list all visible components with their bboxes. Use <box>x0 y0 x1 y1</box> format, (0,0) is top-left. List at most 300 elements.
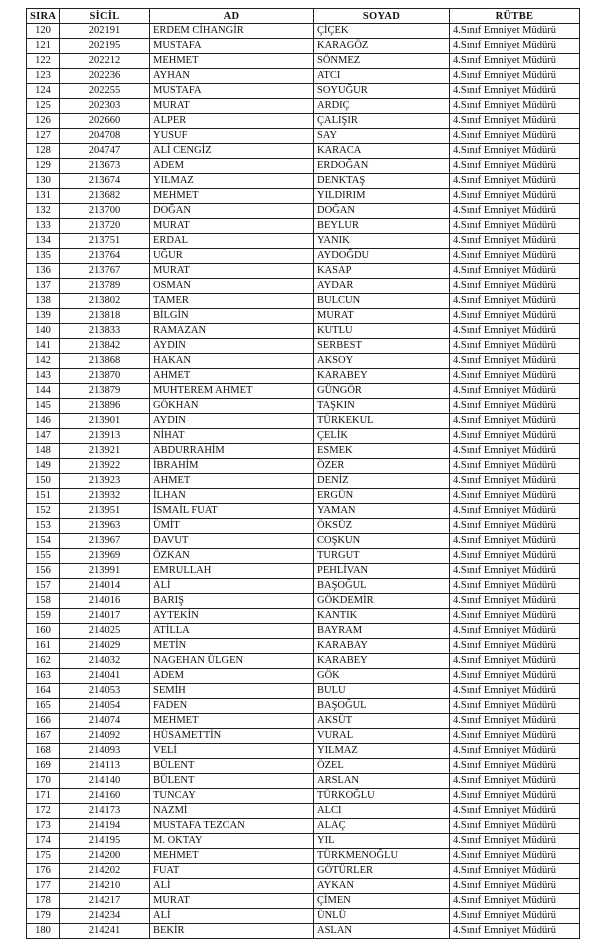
cell-sicil: 213963 <box>60 519 150 534</box>
cell-ad: OSMAN <box>150 279 314 294</box>
cell-ad: ALİ <box>150 579 314 594</box>
cell-rutbe: 4.Sınıf Emniyet Müdürü <box>450 624 580 639</box>
cell-sira: 174 <box>27 834 60 849</box>
cell-sira: 139 <box>27 309 60 324</box>
cell-soyad: AYDOĞDU <box>314 249 450 264</box>
cell-rutbe: 4.Sınıf Emniyet Müdürü <box>450 129 580 144</box>
cell-sicil: 202212 <box>60 54 150 69</box>
cell-soyad: ÖKSÜZ <box>314 519 450 534</box>
table-row <box>27 669 580 684</box>
cell-sicil: 213818 <box>60 309 150 324</box>
cell-rutbe: 4.Sınıf Emniyet Müdürü <box>450 99 580 114</box>
cell-sicil: 213767 <box>60 264 150 279</box>
cell-sira: 124 <box>27 84 60 99</box>
cell-sira: 178 <box>27 894 60 909</box>
cell-sira: 149 <box>27 459 60 474</box>
cell-soyad: KUTLU <box>314 324 450 339</box>
cell-rutbe: 4.Sınıf Emniyet Müdürü <box>450 699 580 714</box>
cell-sicil: 213842 <box>60 339 150 354</box>
table-row <box>27 744 580 759</box>
cell-sira: 167 <box>27 729 60 744</box>
cell-ad: AYTEKİN <box>150 609 314 624</box>
cell-sicil: 214202 <box>60 864 150 879</box>
cell-soyad: KARACA <box>314 144 450 159</box>
cell-ad: YILMAZ <box>150 174 314 189</box>
cell-sicil: 214200 <box>60 849 150 864</box>
cell-rutbe: 4.Sınıf Emniyet Müdürü <box>450 189 580 204</box>
cell-rutbe: 4.Sınıf Emniyet Müdürü <box>450 819 580 834</box>
cell-rutbe: 4.Sınıf Emniyet Müdürü <box>450 234 580 249</box>
cell-rutbe: 4.Sınıf Emniyet Müdürü <box>450 354 580 369</box>
cell-soyad: ÖZEL <box>314 759 450 774</box>
cell-ad: MUSTAFA TEZCAN <box>150 819 314 834</box>
table-row <box>27 504 580 519</box>
table-row <box>27 714 580 729</box>
cell-sira: 135 <box>27 249 60 264</box>
cell-rutbe: 4.Sınıf Emniyet Müdürü <box>450 789 580 804</box>
cell-sira: 166 <box>27 714 60 729</box>
cell-ad: HÜSAMETTİN <box>150 729 314 744</box>
cell-sira: 122 <box>27 54 60 69</box>
cell-sicil: 214093 <box>60 744 150 759</box>
cell-sira: 121 <box>27 39 60 54</box>
cell-soyad: TÜRKMENOĞLU <box>314 849 450 864</box>
table-row <box>27 69 580 84</box>
cell-sira: 123 <box>27 69 60 84</box>
cell-soyad: ÇİMEN <box>314 894 450 909</box>
cell-rutbe: 4.Sınıf Emniyet Müdürü <box>450 534 580 549</box>
cell-soyad: GÖKDEMİR <box>314 594 450 609</box>
cell-rutbe: 4.Sınıf Emniyet Müdürü <box>450 879 580 894</box>
table-row <box>27 159 580 174</box>
header-rutbe: RÜTBE <box>450 9 580 24</box>
cell-soyad: KARABAY <box>314 639 450 654</box>
cell-ad: EMRULLAH <box>150 564 314 579</box>
cell-soyad: VURAL <box>314 729 450 744</box>
cell-soyad: BAŞOĞUL <box>314 579 450 594</box>
cell-soyad: COŞKUN <box>314 534 450 549</box>
cell-sicil: 213932 <box>60 489 150 504</box>
table-row <box>27 219 580 234</box>
cell-ad: DOĞAN <box>150 204 314 219</box>
cell-rutbe: 4.Sınıf Emniyet Müdürü <box>450 744 580 759</box>
cell-soyad: ARDIÇ <box>314 99 450 114</box>
cell-ad: MEHMET <box>150 189 314 204</box>
table-row <box>27 354 580 369</box>
cell-soyad: DENKTAŞ <box>314 174 450 189</box>
cell-rutbe: 4.Sınıf Emniyet Müdürü <box>450 909 580 924</box>
cell-sira: 146 <box>27 414 60 429</box>
cell-sicil: 214092 <box>60 729 150 744</box>
cell-soyad: SAY <box>314 129 450 144</box>
table-row <box>27 549 580 564</box>
cell-sicil: 213967 <box>60 534 150 549</box>
cell-sira: 180 <box>27 924 60 939</box>
cell-sicil: 213682 <box>60 189 150 204</box>
cell-rutbe: 4.Sınıf Emniyet Müdürü <box>450 669 580 684</box>
cell-sicil: 202660 <box>60 114 150 129</box>
cell-sicil: 213700 <box>60 204 150 219</box>
cell-soyad: ÇELİK <box>314 429 450 444</box>
cell-sira: 127 <box>27 129 60 144</box>
table-row <box>27 384 580 399</box>
table-body <box>27 24 580 939</box>
cell-sicil: 213923 <box>60 474 150 489</box>
cell-sira: 152 <box>27 504 60 519</box>
cell-sicil: 213720 <box>60 219 150 234</box>
cell-soyad: KANTIK <box>314 609 450 624</box>
cell-rutbe: 4.Sınıf Emniyet Müdürü <box>450 384 580 399</box>
cell-soyad: DENİZ <box>314 474 450 489</box>
table-row <box>27 84 580 99</box>
cell-sira: 179 <box>27 909 60 924</box>
cell-rutbe: 4.Sınıf Emniyet Müdürü <box>450 684 580 699</box>
cell-rutbe: 4.Sınıf Emniyet Müdürü <box>450 39 580 54</box>
cell-ad: MEHMET <box>150 849 314 864</box>
cell-sicil: 202191 <box>60 24 150 39</box>
cell-sira: 133 <box>27 219 60 234</box>
cell-rutbe: 4.Sınıf Emniyet Müdürü <box>450 519 580 534</box>
cell-sicil: 213951 <box>60 504 150 519</box>
table-row <box>27 399 580 414</box>
cell-soyad: DOĞAN <box>314 204 450 219</box>
cell-rutbe: 4.Sınıf Emniyet Müdürü <box>450 24 580 39</box>
cell-ad: UĞUR <box>150 249 314 264</box>
cell-sicil: 214160 <box>60 789 150 804</box>
cell-sira: 164 <box>27 684 60 699</box>
cell-sicil: 213901 <box>60 414 150 429</box>
table-row <box>27 129 580 144</box>
cell-rutbe: 4.Sınıf Emniyet Müdürü <box>450 774 580 789</box>
cell-soyad: ÇALIŞIR <box>314 114 450 129</box>
cell-rutbe: 4.Sınıf Emniyet Müdürü <box>450 399 580 414</box>
cell-rutbe: 4.Sınıf Emniyet Müdürü <box>450 219 580 234</box>
cell-rutbe: 4.Sınıf Emniyet Müdürü <box>450 114 580 129</box>
cell-soyad: ÜNLÜ <box>314 909 450 924</box>
cell-soyad: ÖZER <box>314 459 450 474</box>
cell-soyad: AKSOY <box>314 354 450 369</box>
table-header <box>27 9 580 24</box>
table-row <box>27 444 580 459</box>
cell-sicil: 213913 <box>60 429 150 444</box>
cell-rutbe: 4.Sınıf Emniyet Müdürü <box>450 309 580 324</box>
cell-ad: FUAT <box>150 864 314 879</box>
cell-ad: İSMAİL FUAT <box>150 504 314 519</box>
cell-sira: 150 <box>27 474 60 489</box>
cell-rutbe: 4.Sınıf Emniyet Müdürü <box>450 204 580 219</box>
cell-sicil: 214029 <box>60 639 150 654</box>
cell-soyad: BULCUN <box>314 294 450 309</box>
table-row <box>27 789 580 804</box>
cell-soyad: KARABEY <box>314 369 450 384</box>
cell-ad: MURAT <box>150 264 314 279</box>
cell-ad: ALİ CENGİZ <box>150 144 314 159</box>
cell-ad: MUSTAFA <box>150 84 314 99</box>
table-row <box>27 99 580 114</box>
table-row <box>27 684 580 699</box>
cell-soyad: ASLAN <box>314 924 450 939</box>
cell-sira: 168 <box>27 744 60 759</box>
cell-soyad: YIL <box>314 834 450 849</box>
cell-sira: 138 <box>27 294 60 309</box>
cell-ad: AHMET <box>150 369 314 384</box>
cell-soyad: ARSLAN <box>314 774 450 789</box>
cell-rutbe: 4.Sınıf Emniyet Müdürü <box>450 579 580 594</box>
cell-soyad: TAŞKIN <box>314 399 450 414</box>
cell-sicil: 202236 <box>60 69 150 84</box>
cell-sira: 129 <box>27 159 60 174</box>
cell-soyad: KASAP <box>314 264 450 279</box>
table-row <box>27 459 580 474</box>
cell-sira: 165 <box>27 699 60 714</box>
cell-rutbe: 4.Sınıf Emniyet Müdürü <box>450 69 580 84</box>
cell-sicil: 214173 <box>60 804 150 819</box>
cell-ad: BÜLENT <box>150 759 314 774</box>
cell-soyad: AYDAR <box>314 279 450 294</box>
cell-sira: 155 <box>27 549 60 564</box>
cell-sicil: 214053 <box>60 684 150 699</box>
table-row <box>27 309 580 324</box>
cell-rutbe: 4.Sınıf Emniyet Müdürü <box>450 159 580 174</box>
cell-soyad: YILDIRIM <box>314 189 450 204</box>
cell-rutbe: 4.Sınıf Emniyet Müdürü <box>450 804 580 819</box>
table-row <box>27 489 580 504</box>
cell-sira: 148 <box>27 444 60 459</box>
cell-ad: NİHAT <box>150 429 314 444</box>
table-row <box>27 699 580 714</box>
table-row <box>27 369 580 384</box>
header-sira: SIRA <box>27 9 60 24</box>
table-row <box>27 519 580 534</box>
cell-rutbe: 4.Sınıf Emniyet Müdürü <box>450 594 580 609</box>
table-row <box>27 189 580 204</box>
cell-sicil: 214234 <box>60 909 150 924</box>
cell-sira: 157 <box>27 579 60 594</box>
cell-soyad: SERBEST <box>314 339 450 354</box>
cell-ad: ATİLLA <box>150 624 314 639</box>
cell-sira: 160 <box>27 624 60 639</box>
table-row <box>27 909 580 924</box>
table-row <box>27 204 580 219</box>
cell-rutbe: 4.Sınıf Emniyet Müdürü <box>450 459 580 474</box>
personnel-table <box>26 8 580 939</box>
cell-sicil: 214217 <box>60 894 150 909</box>
cell-ad: VELİ <box>150 744 314 759</box>
cell-soyad: MURAT <box>314 309 450 324</box>
cell-soyad: GÖTÜRLER <box>314 864 450 879</box>
cell-ad: TUNCAY <box>150 789 314 804</box>
cell-ad: METİN <box>150 639 314 654</box>
cell-soyad: ATCI <box>314 69 450 84</box>
cell-rutbe: 4.Sınıf Emniyet Müdürü <box>450 924 580 939</box>
table-row <box>27 849 580 864</box>
cell-rutbe: 4.Sınıf Emniyet Müdürü <box>450 369 580 384</box>
cell-sira: 158 <box>27 594 60 609</box>
cell-sicil: 213896 <box>60 399 150 414</box>
cell-sicil: 213868 <box>60 354 150 369</box>
table-row <box>27 144 580 159</box>
cell-sicil: 213674 <box>60 174 150 189</box>
cell-sira: 175 <box>27 849 60 864</box>
cell-ad: ADEM <box>150 159 314 174</box>
cell-sira: 128 <box>27 144 60 159</box>
table-row <box>27 294 580 309</box>
cell-ad: MURAT <box>150 99 314 114</box>
cell-ad: ALİ <box>150 909 314 924</box>
cell-ad: HAKAN <box>150 354 314 369</box>
cell-rutbe: 4.Sınıf Emniyet Müdürü <box>450 474 580 489</box>
table-row <box>27 414 580 429</box>
table-row <box>27 339 580 354</box>
cell-sira: 170 <box>27 774 60 789</box>
table-row <box>27 624 580 639</box>
cell-ad: MUHTEREM AHMET <box>150 384 314 399</box>
cell-rutbe: 4.Sınıf Emniyet Müdürü <box>450 174 580 189</box>
cell-soyad: PEHLİVAN <box>314 564 450 579</box>
table-row <box>27 564 580 579</box>
cell-sira: 172 <box>27 804 60 819</box>
cell-sicil: 214054 <box>60 699 150 714</box>
cell-ad: NAGEHAN ÜLGEN <box>150 654 314 669</box>
cell-sicil: 213921 <box>60 444 150 459</box>
cell-ad: MUSTAFA <box>150 39 314 54</box>
cell-soyad: TÜRKOĞLU <box>314 789 450 804</box>
cell-sicil: 214140 <box>60 774 150 789</box>
cell-ad: RAMAZAN <box>150 324 314 339</box>
cell-rutbe: 4.Sınıf Emniyet Müdürü <box>450 759 580 774</box>
cell-sira: 173 <box>27 819 60 834</box>
cell-soyad: GÜNGÖR <box>314 384 450 399</box>
table-row <box>27 324 580 339</box>
table-row <box>27 639 580 654</box>
cell-sicil: 214210 <box>60 879 150 894</box>
cell-soyad: TÜRKEKUL <box>314 414 450 429</box>
cell-rutbe: 4.Sınıf Emniyet Müdürü <box>450 144 580 159</box>
cell-rutbe: 4.Sınıf Emniyet Müdürü <box>450 894 580 909</box>
cell-soyad: BAŞOĞUL <box>314 699 450 714</box>
table-row <box>27 39 580 54</box>
cell-sicil: 214025 <box>60 624 150 639</box>
header-sicil: SİCİL <box>60 9 150 24</box>
cell-soyad: AYKAN <box>314 879 450 894</box>
cell-rutbe: 4.Sınıf Emniyet Müdürü <box>450 54 580 69</box>
cell-sira: 145 <box>27 399 60 414</box>
table-row <box>27 534 580 549</box>
cell-sira: 136 <box>27 264 60 279</box>
cell-sira: 131 <box>27 189 60 204</box>
cell-ad: MURAT <box>150 894 314 909</box>
cell-rutbe: 4.Sınıf Emniyet Müdürü <box>450 324 580 339</box>
cell-soyad: TURGUT <box>314 549 450 564</box>
table-row <box>27 264 580 279</box>
cell-ad: MEHMET <box>150 714 314 729</box>
table-row <box>27 609 580 624</box>
header-ad: AD <box>150 9 314 24</box>
cell-sira: 151 <box>27 489 60 504</box>
cell-soyad: ERGÜN <box>314 489 450 504</box>
cell-sicil: 213922 <box>60 459 150 474</box>
cell-soyad: SÖNMEZ <box>314 54 450 69</box>
cell-rutbe: 4.Sınıf Emniyet Müdürü <box>450 864 580 879</box>
cell-sicil: 214241 <box>60 924 150 939</box>
cell-ad: İLHAN <box>150 489 314 504</box>
cell-soyad: AKSÜT <box>314 714 450 729</box>
table-row <box>27 279 580 294</box>
cell-ad: ALPER <box>150 114 314 129</box>
cell-sira: 169 <box>27 759 60 774</box>
cell-ad: DAVUT <box>150 534 314 549</box>
cell-sicil: 213879 <box>60 384 150 399</box>
cell-ad: ADEM <box>150 669 314 684</box>
cell-sira: 134 <box>27 234 60 249</box>
cell-sira: 177 <box>27 879 60 894</box>
cell-ad: AHMET <box>150 474 314 489</box>
table-row <box>27 594 580 609</box>
cell-soyad: GÖK <box>314 669 450 684</box>
cell-sira: 163 <box>27 669 60 684</box>
cell-sira: 141 <box>27 339 60 354</box>
cell-sira: 130 <box>27 174 60 189</box>
cell-rutbe: 4.Sınıf Emniyet Müdürü <box>450 489 580 504</box>
cell-rutbe: 4.Sınıf Emniyet Müdürü <box>450 264 580 279</box>
cell-soyad: YANIK <box>314 234 450 249</box>
table-row <box>27 729 580 744</box>
cell-rutbe: 4.Sınıf Emniyet Müdürü <box>450 84 580 99</box>
cell-ad: ERDEM CİHANGİR <box>150 24 314 39</box>
cell-soyad: BAYRAM <box>314 624 450 639</box>
table-row <box>27 864 580 879</box>
cell-rutbe: 4.Sınıf Emniyet Müdürü <box>450 339 580 354</box>
cell-sira: 171 <box>27 789 60 804</box>
cell-rutbe: 4.Sınıf Emniyet Müdürü <box>450 444 580 459</box>
cell-sicil: 204747 <box>60 144 150 159</box>
cell-sira: 161 <box>27 639 60 654</box>
cell-sicil: 214017 <box>60 609 150 624</box>
cell-rutbe: 4.Sınıf Emniyet Müdürü <box>450 294 580 309</box>
cell-sira: 132 <box>27 204 60 219</box>
table-row <box>27 879 580 894</box>
cell-rutbe: 4.Sınıf Emniyet Müdürü <box>450 714 580 729</box>
cell-ad: MEHMET <box>150 54 314 69</box>
table-row <box>27 579 580 594</box>
cell-rutbe: 4.Sınıf Emniyet Müdürü <box>450 504 580 519</box>
cell-sicil: 202195 <box>60 39 150 54</box>
cell-soyad: BULU <box>314 684 450 699</box>
cell-soyad: ALCI <box>314 804 450 819</box>
cell-rutbe: 4.Sınıf Emniyet Müdürü <box>450 729 580 744</box>
cell-sicil: 213764 <box>60 249 150 264</box>
cell-rutbe: 4.Sınıf Emniyet Müdürü <box>450 414 580 429</box>
table-row <box>27 114 580 129</box>
cell-sicil: 214014 <box>60 579 150 594</box>
cell-soyad: KARABEY <box>314 654 450 669</box>
cell-ad: GÖKHAN <box>150 399 314 414</box>
cell-sicil: 213969 <box>60 549 150 564</box>
cell-ad: M. OKTAY <box>150 834 314 849</box>
cell-rutbe: 4.Sınıf Emniyet Müdürü <box>450 849 580 864</box>
cell-ad: ÖZKAN <box>150 549 314 564</box>
cell-ad: AYDIN <box>150 414 314 429</box>
cell-sicil: 213802 <box>60 294 150 309</box>
cell-ad: FADEN <box>150 699 314 714</box>
cell-sicil: 214032 <box>60 654 150 669</box>
table-row <box>27 24 580 39</box>
cell-sira: 125 <box>27 99 60 114</box>
cell-sira: 120 <box>27 24 60 39</box>
table-row <box>27 474 580 489</box>
cell-sicil: 213673 <box>60 159 150 174</box>
cell-rutbe: 4.Sınıf Emniyet Müdürü <box>450 639 580 654</box>
